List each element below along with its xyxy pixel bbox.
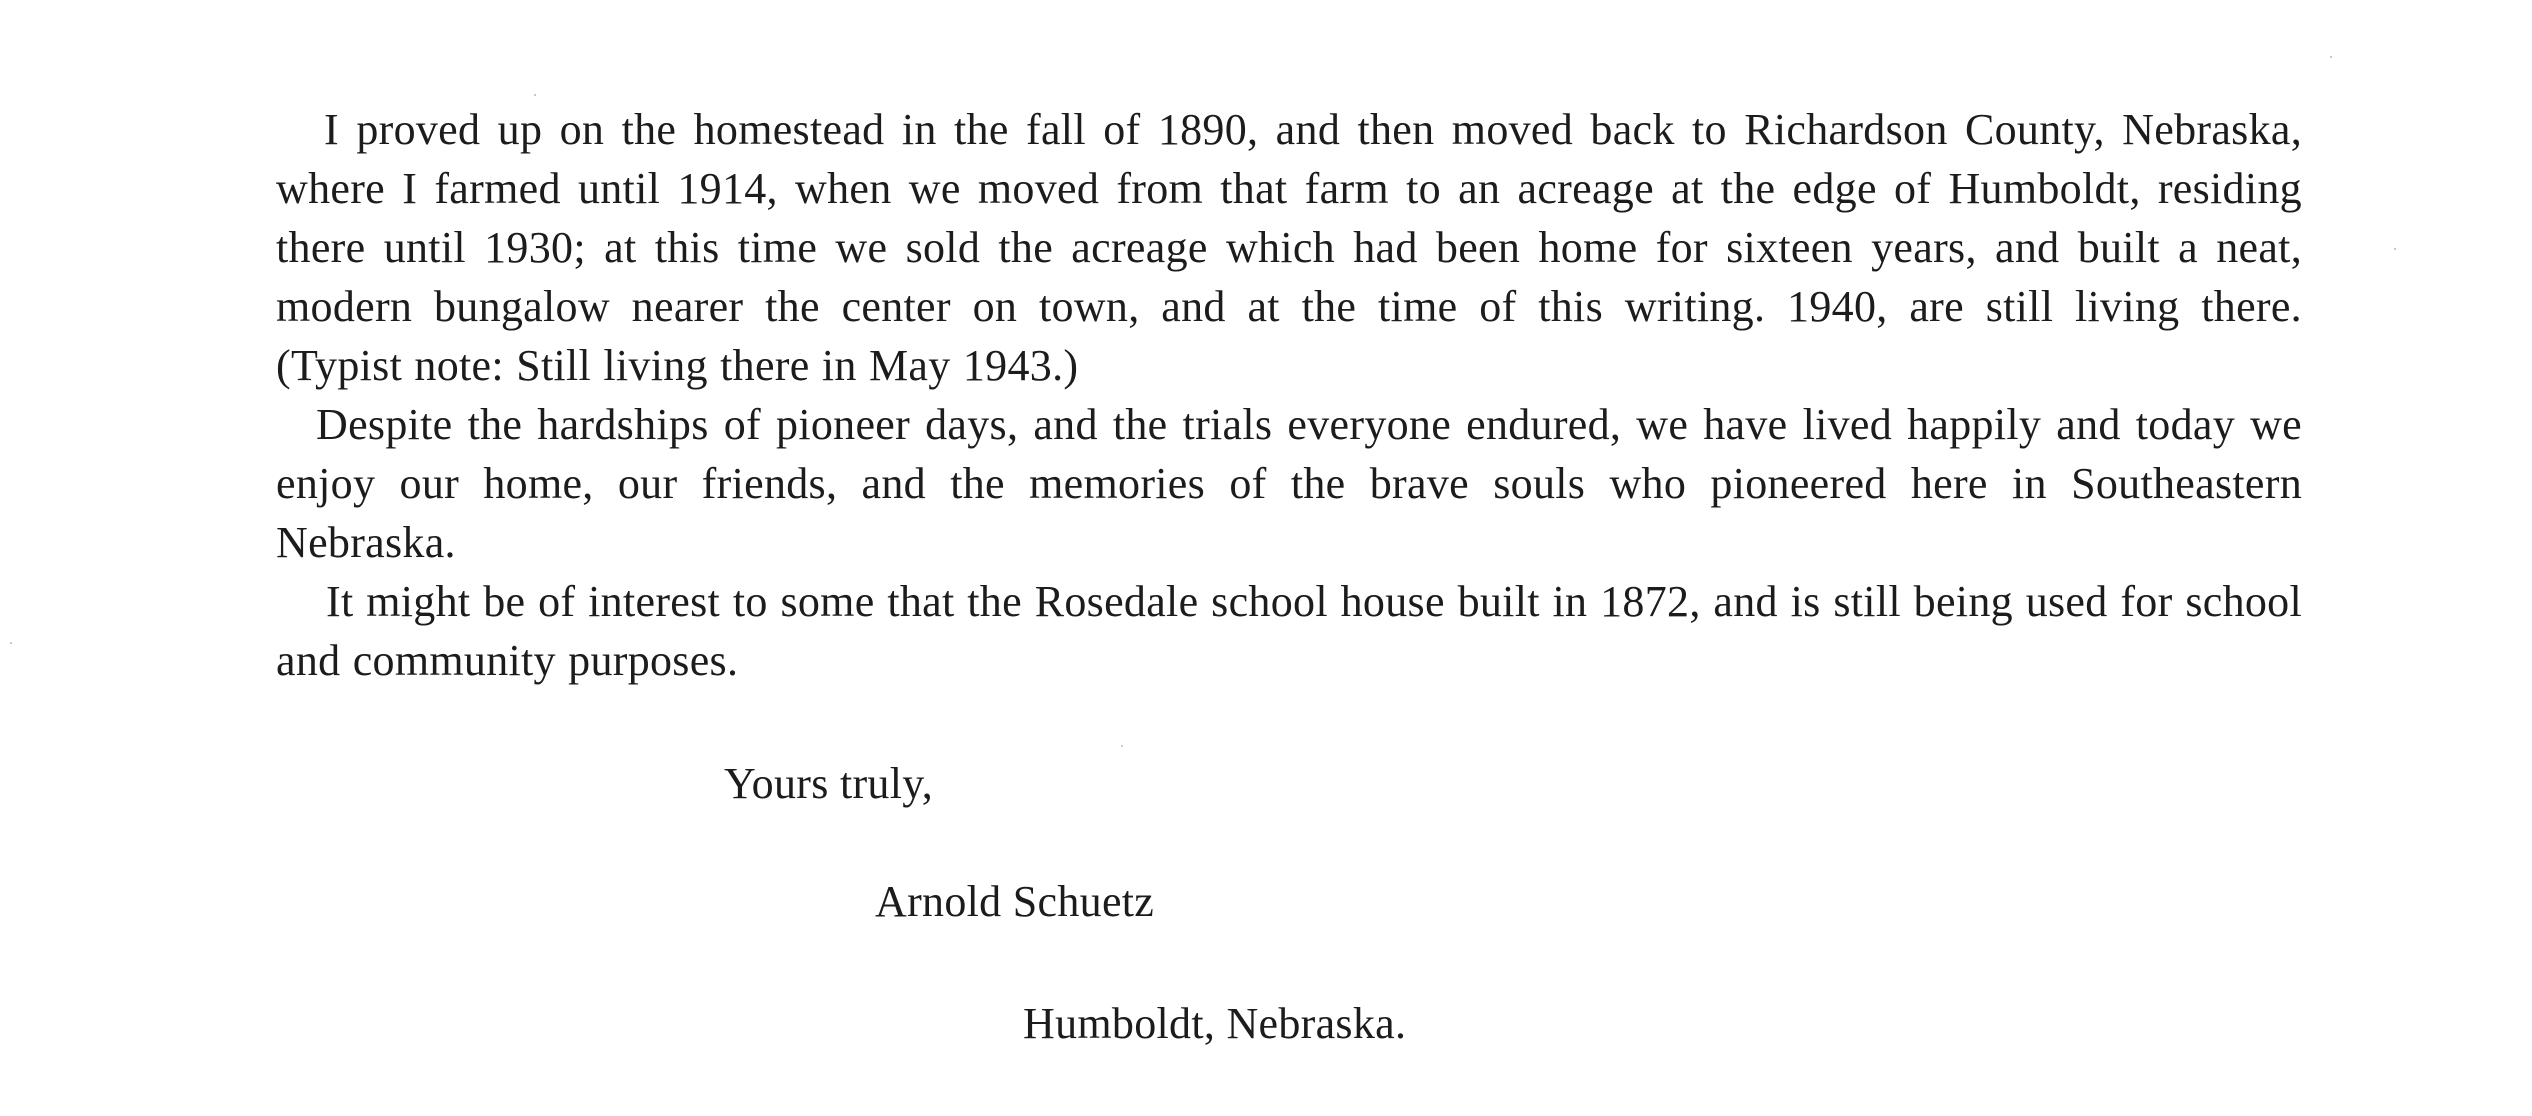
paragraph-homestead: I proved up on the homestead in the fall of 1890, and then moved back to Richardson County, Nebraska, where I farmed until 1914, when we moved from that farm to an acreage at the edge of Humboldt, residing there until 1930; at this time we sold the acreage which had been home for sixteen years, and built a neat, modern bungalow nearer the center on town, and at the time of this writing. 1940, are still living there. (Typist note: Still living there in May 1943.) — [276, 105, 2376, 390]
signature-location: Humboldt, Nebraska. — [1023, 999, 1407, 1048]
scan-speck — [2394, 248, 2396, 250]
letter-body — [276, 100, 2376, 690]
scan-speck — [534, 94, 536, 96]
signature-name: Arnold Schuetz — [875, 877, 1155, 926]
scan-speck — [2330, 56, 2332, 58]
closing-salutation: Yours truly, — [724, 759, 933, 808]
paragraph-school-house: It might be of interest to some that the Rosedale school house built in 1872, and is still being used for school and community purposes. — [276, 577, 2302, 685]
paragraph-hardships: Despite the hardships of pioneer days, and the trials everyone endured, we have lived happily and today we enjoy our home, our friends, and the memories of the brave souls who pioneered here in Southeastern Nebraska. — [276, 400, 2302, 567]
scan-speck — [10, 642, 12, 644]
scan-speck — [1121, 745, 1123, 747]
